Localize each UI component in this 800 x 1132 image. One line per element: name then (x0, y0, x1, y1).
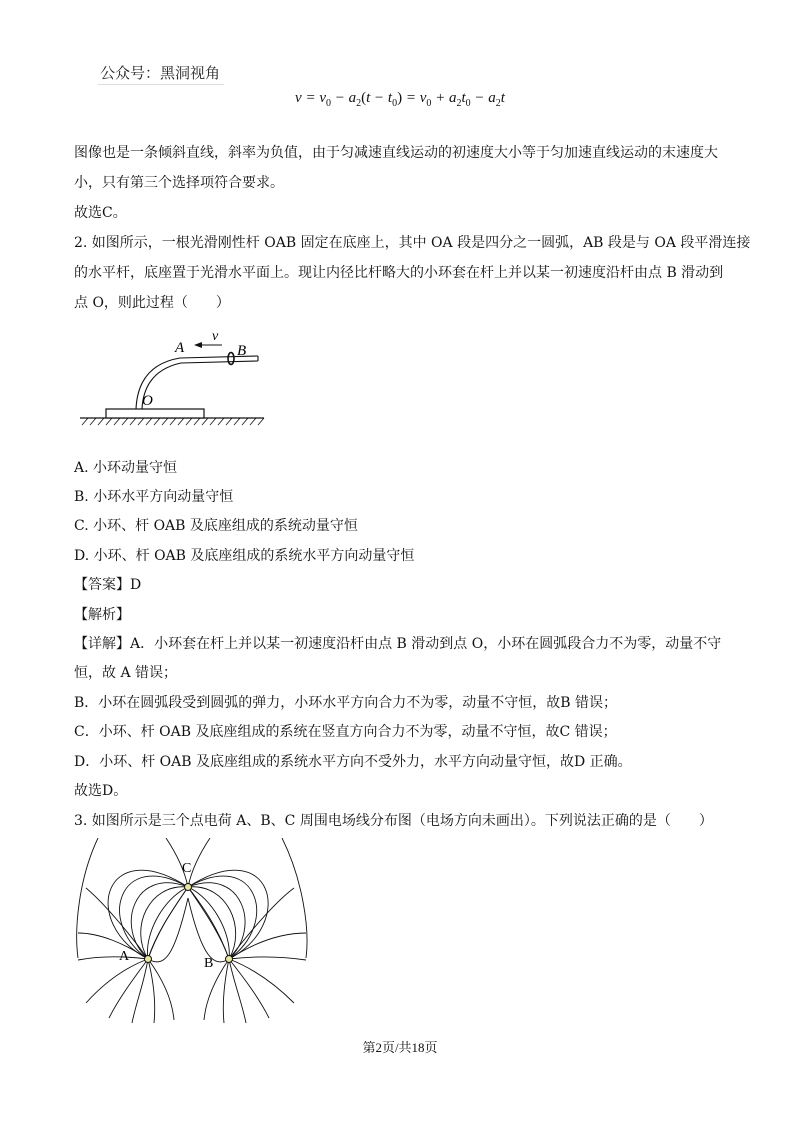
q3-stem-line-1: 3. 如图所示是三个点电荷 A、B、C 周围电场线分布图（电场方向未画出）。下列说法正确的是（ ） (74, 813, 713, 829)
label-A: A (175, 340, 185, 356)
small-ring (228, 353, 234, 365)
watermark-text: 公众号：黑洞视角 (98, 62, 224, 85)
label-C: C (182, 861, 192, 876)
q2-option-a: A. 小环动量守恒 (74, 460, 178, 476)
q2-stem-line-3: 点 O，则此过程（ ） (74, 295, 230, 311)
q2-detail-line-4: C．小环、杆 OAB 及底座组成的系统在竖直方向合力不为零，动量不守恒，故C 错误； (74, 724, 617, 740)
label-O: O (142, 393, 153, 409)
rod-base (106, 409, 204, 418)
q2-detail-line-2: 恒，故 A 错误； (74, 665, 178, 681)
q2-option-c: C. 小环、杆 OAB 及底座组成的系统动量守恒 (74, 518, 358, 534)
page-footer: 第2页/共18页 (362, 1040, 438, 1055)
q2-detail-line-1: 【详解】A．小环套在杆上并以某一初速度沿杆由点 B 滑动到点 O，小环在圆弧段合力不为零，动量不守 (74, 636, 722, 652)
q2-option-d: D. 小环、杆 OAB 及底座组成的系统水平方向动量守恒 (74, 548, 415, 564)
q2-analysis-heading: 【解析】 (74, 607, 130, 623)
charge-b (226, 956, 233, 963)
q2-choice: 故选D。 (74, 783, 128, 799)
charge-c (185, 884, 192, 891)
rod-outer-edge (136, 356, 258, 409)
label-A: A (119, 949, 130, 964)
field-lines (77, 838, 307, 1023)
q2-stem-line-1: 2. 如图所示，一根光滑刚性杆 OAB 固定在底座上，其中 OA 段是四分之一圆弧，AB 段是与 OA 段平滑连接 (74, 235, 751, 251)
q2-detail-line-3: B．小环在圆弧段受到圆弧的弹力，小环水平方向合力不为零，动量不守恒，故B 错误； (74, 695, 618, 711)
label-B: B (204, 956, 214, 971)
rod-inner-edge (142, 361, 258, 409)
velocity-arrowhead (194, 342, 202, 348)
q2-rod-figure (74, 325, 274, 430)
q2-answer: 【答案】D (74, 577, 142, 593)
velocity-formula: $v = v_0 - a_2(t - t_0) = v_0 + a_2t_0 - a_2t$ (295, 90, 505, 109)
q2-stem-line-2: 的水平杆，底座置于光滑水平面上。现让内径比杆略大的小环套在杆上并以某一初速度沿杆由点 B 滑动到 (74, 265, 724, 281)
q3-field-lines-figure (74, 838, 314, 1028)
q2-option-b: B. 小环水平方向动量守恒 (74, 489, 234, 505)
q2-detail-line-5: D．小环、杆 OAB 及底座组成的系统水平方向不受外力，水平方向动量守恒，故D 正确。 (74, 754, 632, 770)
charge-a (145, 956, 152, 963)
prev-choice: 故选C。 (74, 205, 127, 221)
prev-solution-line-2: 小，只有第三个选择项符合要求。 (74, 175, 284, 191)
label-B: B (237, 343, 247, 359)
prev-solution-line-1: 图像也是一条倾斜直线，斜率为负值，由于匀减速直线运动的初速度大小等于匀加速直线运动的末速度大 (74, 145, 718, 161)
ground-hatch (82, 418, 264, 425)
label-v: v (212, 329, 219, 344)
